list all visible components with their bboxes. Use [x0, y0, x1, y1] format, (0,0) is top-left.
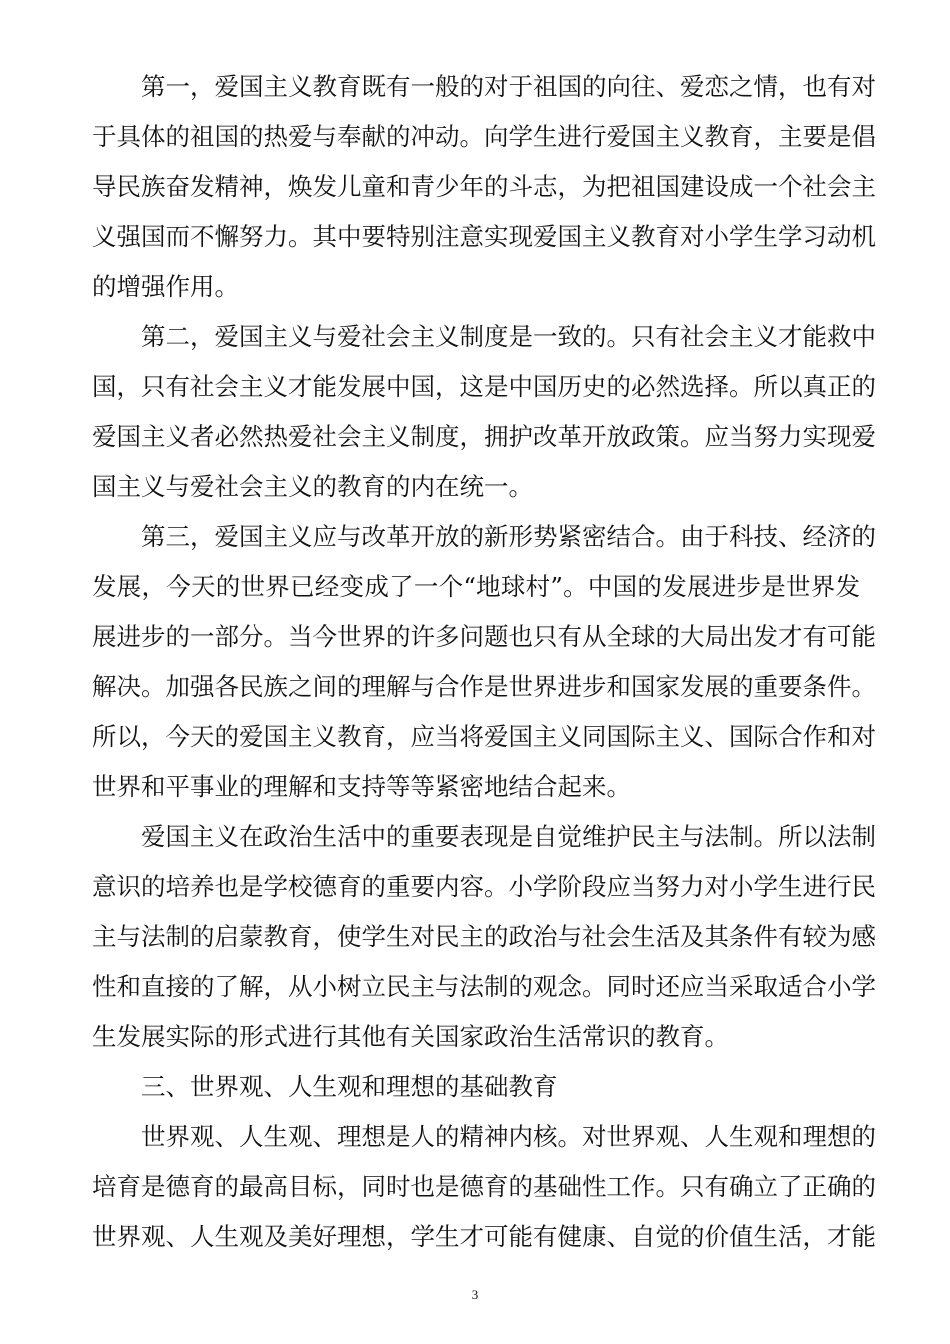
text-line: 第一，爱国主义教育既有一般的对于祖国的向往、爱恋之情，也有对: [141, 72, 876, 101]
text-line: 爱国主义者必然热爱社会主义制度，拥护改革开放政策。应当努力实现爱: [92, 422, 876, 451]
document-body: [92, 62, 876, 1262]
text-line: 培育是德育的最高目标，同时也是德育的基础性工作。只有确立了正确的: [92, 1172, 876, 1201]
text-line: 世界和平事业的理解和支持等等紧密地结合起来。: [92, 772, 631, 801]
text-line: 解决。加强各民族之间的理解与合作是世界进步和国家发展的重要条件。: [92, 672, 876, 701]
text-line: 国主义与爱社会主义的教育的内在统一。: [92, 472, 533, 501]
text-line: 世界观、人生观、理想是人的精神内核。对世界观、人生观和理想的: [141, 1122, 876, 1151]
text-line: 国，只有社会主义才能发展中国，这是中国历史的必然选择。所以真正的: [92, 372, 876, 401]
text-line: 导民族奋发精神，焕发儿童和青少年的斗志，为把祖国建设成一个社会主: [92, 172, 876, 201]
section-heading: 三、世界观、人生观和理想的基础教育: [141, 1072, 558, 1101]
text-line: 生发展实际的形式进行其他有关国家政治生活常识的教育。: [92, 1022, 729, 1051]
text-line: 世界观、人生观及美好理想，学生才可能有健康、自觉的价值生活，才能: [92, 1222, 876, 1251]
text-line: 所以，今天的爱国主义教育，应当将爱国主义同国际主义、国际合作和对: [92, 722, 876, 751]
text-line: 性和直接的了解，从小树立民主与法制的观念。同时还应当采取适合小学: [92, 972, 876, 1001]
text-line: 发展，今天的世界已经变成了一个“地球村”。中国的发展进步是世界发: [92, 572, 860, 601]
text-line: 展进步的一部分。当今世界的许多问题也只有从全球的大局出发才有可能: [92, 622, 876, 651]
text-line: 第三，爱国主义应与改革开放的新形势紧密结合。由于科技、经济的: [141, 522, 876, 551]
text-line: 于具体的祖国的热爱与奉献的冲动。向学生进行爱国主义教育，主要是倡: [92, 122, 876, 151]
text-line: 第二，爱国主义与爱社会主义制度是一致的。只有社会主义才能救中: [141, 322, 876, 351]
text-line: 爱国主义在政治生活中的重要表现是自觉维护民主与法制。所以法制: [141, 822, 876, 851]
page-number: 3: [471, 1287, 479, 1302]
text-line: 的增强作用。: [92, 272, 239, 301]
text-line: 主与法制的启蒙教育，使学生对民主的政治与社会生活及其条件有较为感: [92, 922, 876, 951]
text-line: 义强国而不懈努力。其中要特别注意实现爱国主义教育对小学生学习动机: [92, 222, 876, 251]
text-line: 意识的培养也是学校德育的重要内容。小学阶段应当努力对小学生进行民: [92, 872, 876, 901]
